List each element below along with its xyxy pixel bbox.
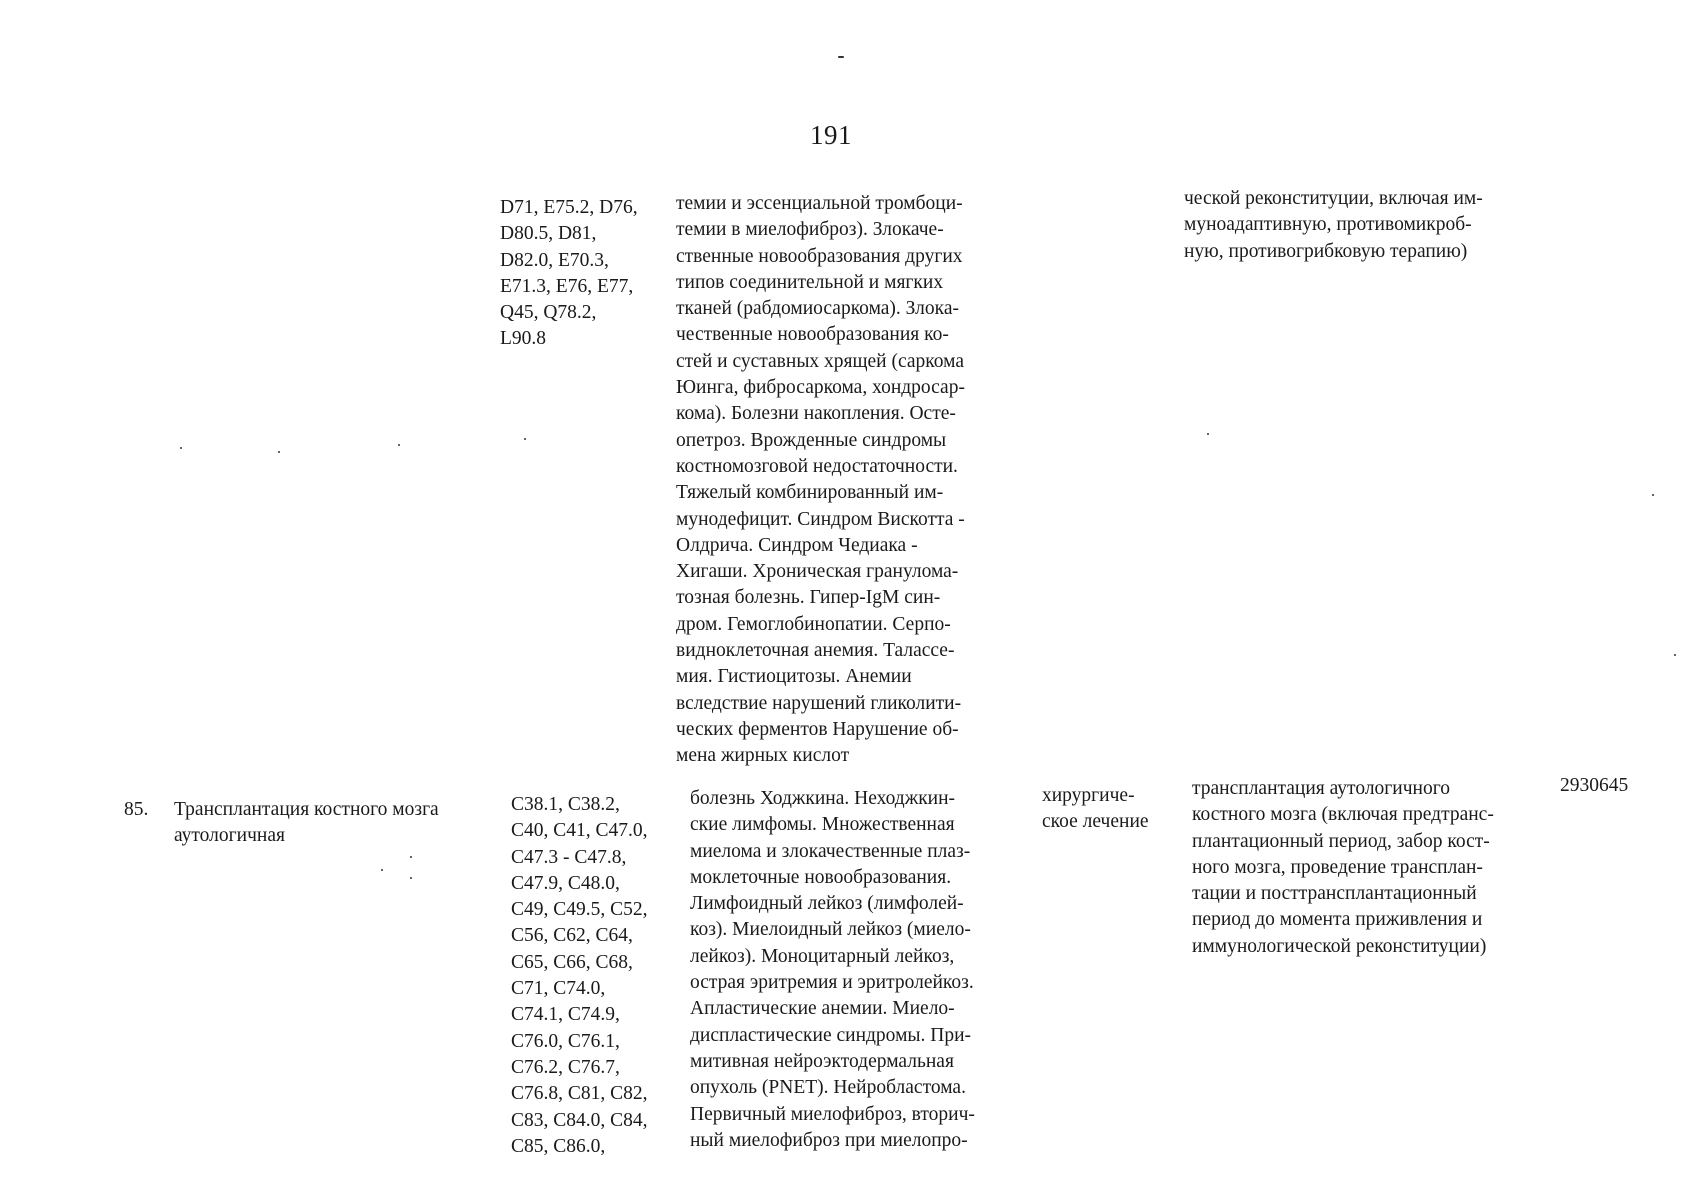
- text-line: E71.3, E76, E77,: [500, 275, 634, 297]
- text-line: мия. Гистиоцитозы. Анемии: [676, 666, 912, 688]
- scan-speck: [524, 438, 526, 440]
- text-line: мена жирных кислот: [676, 745, 850, 767]
- text-line: дром. Гемоглобинопатии. Серпо-: [676, 613, 951, 635]
- text-line: Юинга, фибросаркома, хондросар-: [676, 377, 965, 399]
- page-number: 191: [810, 120, 852, 150]
- text-line: муноадаптивную, противомикроб-: [1184, 214, 1472, 236]
- scan-speck: [1207, 433, 1209, 435]
- text-line: Первичный миелофиброз, вторич-: [690, 1103, 975, 1125]
- text-line: C47.3 - C47.8,: [511, 846, 627, 868]
- text-line: кома). Болезни накопления. Осте-: [676, 403, 956, 425]
- text-line: темии в миелофиброз). Злокаче-: [676, 219, 944, 241]
- text-line: острая эритремия и эритролейкоз.: [690, 972, 974, 994]
- text-line: ские лимфомы. Множественная: [690, 814, 955, 836]
- continuation-method: [1184, 186, 1483, 265]
- text-line: Лимфоидный лейкоз (лимфолей-: [690, 893, 964, 915]
- continuation-diagnosis: [676, 191, 965, 770]
- scan-speck: [410, 856, 412, 858]
- row-method: [1192, 776, 1494, 960]
- scan-speck: [410, 877, 412, 879]
- text-line: болезнь Ходжкина. Неходжкин-: [690, 788, 956, 809]
- text-line: C49, C49.5, C52,: [511, 899, 648, 921]
- text-line: плантационный период, забор кост-: [1192, 830, 1490, 852]
- text-line: L90.8: [500, 328, 547, 350]
- text-line: ское лечение: [1042, 811, 1149, 833]
- text-line: C76.0, C76.1,: [511, 1030, 620, 1052]
- scan-speck: [1674, 654, 1676, 656]
- scan-speck: [278, 451, 280, 453]
- text-line: чественные новообразования ко-: [676, 324, 949, 346]
- row-treatment-type: [1042, 783, 1149, 836]
- text-line: костного мозга (включая предтранс-: [1192, 804, 1494, 826]
- text-line: C85, C86.0,: [511, 1135, 606, 1157]
- row-cost: 2930645: [1560, 775, 1629, 796]
- text-line: ческих ферментов Нарушение об-: [676, 718, 959, 740]
- text-line: ный миелофиброз при миелопро-: [690, 1129, 968, 1151]
- text-line: лейкоз). Моноцитарный лейкоз,: [690, 945, 955, 967]
- text-line: C74.1, C74.9,: [511, 1004, 620, 1026]
- text-line: Q45, Q78.2,: [500, 302, 597, 324]
- text-line: C56, C62, C64,: [511, 925, 633, 947]
- text-line: диспластические синдромы. При-: [690, 1024, 972, 1046]
- text-line: Олдрича. Синдром Чедиака -: [676, 534, 918, 556]
- text-line: C47.9, C48.0,: [511, 872, 620, 894]
- text-line: стей и суставных хрящей (саркома: [676, 350, 965, 372]
- text-line: C71, C74.0,: [511, 978, 606, 1000]
- text-line: тканей (рабдомиосаркома). Злока-: [676, 298, 959, 320]
- scan-speck: [180, 447, 182, 449]
- text-line: опухоль (PNET). Нейробластома.: [690, 1077, 966, 1099]
- text-line: опетроз. Врожденные синдромы: [676, 429, 947, 451]
- text-line: C38.1, C38.2,: [511, 794, 620, 815]
- scan-speck: [838, 56, 844, 58]
- row-diagnosis: [690, 786, 975, 1154]
- text-line: митивная нейроэктодермальная: [690, 1050, 954, 1072]
- text-line: моклеточные новообразования.: [690, 866, 952, 888]
- text-line: аутологичная: [174, 825, 285, 847]
- text-line: иммунологической реконституции): [1192, 935, 1487, 957]
- text-line: C76.2, C76.7,: [511, 1056, 620, 1078]
- text-line: коз). Миелоидный лейкоз (миело-: [690, 919, 971, 941]
- text-line: Хигаши. Хроническая гранулома-: [676, 561, 959, 583]
- text-line: темии и эссенциальной тромбоци-: [676, 193, 963, 214]
- text-line: D82.0, E70.3,: [500, 249, 609, 271]
- text-line: C83, C84.0, C84,: [511, 1109, 648, 1131]
- text-line: хирургиче-: [1042, 785, 1135, 806]
- text-line: ного мозга, проведение трансплан-: [1192, 856, 1483, 878]
- text-line: ную, противогрибковую терапию): [1184, 240, 1468, 262]
- continuation-codes: [500, 195, 638, 353]
- text-line: Трансплантация костного мозга: [174, 799, 439, 820]
- text-line: трансплантация аутологичного: [1192, 778, 1450, 799]
- row-number: 85.: [124, 799, 149, 820]
- text-line: тации и посттрансплантационный: [1192, 883, 1477, 905]
- text-line: D71, E75.2, D76,: [500, 197, 638, 218]
- text-line: видноклеточная анемия. Талассе-: [676, 640, 955, 662]
- scan-speck: [398, 444, 400, 446]
- text-line: C65, C66, C68,: [511, 951, 633, 973]
- scan-speck: [381, 869, 383, 871]
- text-line: ческой реконституции, включая им-: [1184, 188, 1483, 209]
- text-line: костномозговой недостаточности.: [676, 455, 958, 477]
- row-name: [174, 797, 439, 850]
- text-line: вследствие нарушений гликолити-: [676, 692, 962, 714]
- row-codes: [511, 792, 648, 1160]
- text-line: ственные новообразования других: [676, 245, 963, 267]
- text-line: D80.5, D81,: [500, 223, 597, 245]
- text-line: Апластические анемии. Миело-: [690, 998, 955, 1020]
- text-line: C40, C41, C47.0,: [511, 820, 648, 842]
- text-line: Тяжелый комбинированный им-: [676, 482, 944, 504]
- scan-speck: [1652, 494, 1654, 496]
- text-line: C76.8, C81, C82,: [511, 1083, 648, 1105]
- text-line: миелома и злокачественные плаз-: [690, 840, 971, 862]
- text-line: мунодефицит. Синдром Вискотта -: [676, 508, 965, 530]
- text-line: тозная болезнь. Гипер-IgM син-: [676, 587, 941, 609]
- text-line: типов соединительной и мягких: [676, 271, 944, 293]
- text-line: период до момента приживления и: [1192, 909, 1483, 931]
